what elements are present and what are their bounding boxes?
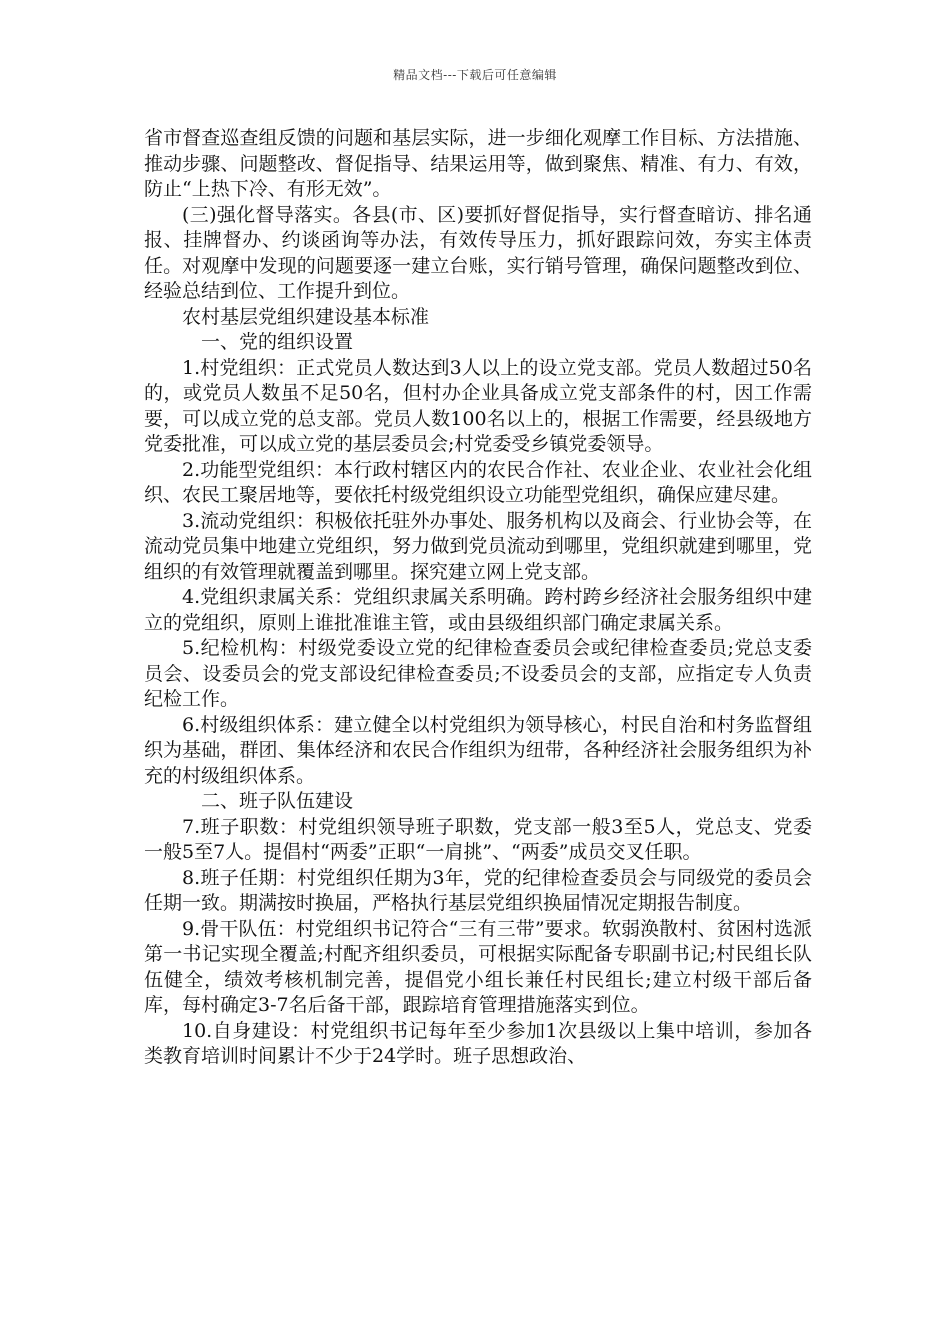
section-heading-organization: 一、党的组织设置 [201,331,354,353]
list-item: 4.党组织隶属关系：党组织隶属关系明确。跨村跨乡经济社会服务组织中建立的党组织，原则上谁批准谁主管，或由县级组织部门确定隶属关系。 [144,586,812,634]
list-item: 8.班子任期：村党组织任期为3年，党的纪律检查委员会与同级党的委员会任期一致。期满按时换届，严格执行基层党组织换届情况定期报告制度。 [144,866,812,914]
list-item: 3.流动党组织：积极依托驻外办事处、服务机构以及商会、行业协会等，在流动党员集中地建立党组织，努力做到党员流动到哪里，党组织就建到哪里，党组织的有效管理就覆盖到哪里。探究建立网上党支部。 [144,509,812,583]
list-item: 2.功能型党组织：本行政村辖区内的农民合作社、农业企业、农业社会化组织、农民工聚居地等，要依托村级党组织设立功能型党组织，确保应建尽建。 [144,458,812,506]
list-item: 9.骨干队伍：村党组织书记符合“三有三带”要求。软弱涣散村、贫困村选派第一书记实现全覆盖;村配齐组织委员，可根据实际配备专职副书记;村民组长队伍健全，绩效考核机制完善，提倡党小组长兼任村民组长;建立村级干部后备库，每村确定3-7名后备干部，跟踪培育管理措施落实到位。 [144,917,812,1016]
list-item: 1.村党组织：正式党员人数达到3人以上的设立党支部。党员人数超过50名的，或党员人数虽不足50名，但村办企业具备成立党支部条件的村，因工作需要，可以成立党的总支部。党员人数100名以上的，根据工作需要，经县级地方党委批准，可以成立党的基层委员会;村党委受乡镇党委领导。 [144,356,812,455]
list-item: 10.自身建设：村党组织书记每年至少参加1次县级以上集中培训，参加各类教育培训时间累计不少于24学时。班子思想政治、 [144,1019,812,1067]
list-item: 6.村级组织体系：建立健全以村党组织为领导核心，村民自治和村务监督组织为基础，群团、集体经济和农民合作组织为纽带，各种经济社会服务组织为补充的村级组织体系。 [144,713,812,787]
page-header: 精品文档---下载后可任意编辑 [393,68,557,82]
document-subtitle: 农村基层党组织建设基本标准 [182,305,430,328]
paragraph-supervision: (三)强化督导落实。各县(市、区)要抓好督促指导，实行督查暗访、排名通报、挂牌督办、约谈函询等办法，有效传导压力，抓好跟踪问效，夯实主体责任。对观摩中发现的问题要逐一建立台账，实行销号管理，确保问题整改到位、经验总结到位、工作提升到位。 [144,203,812,302]
section-heading-team: 二、班子队伍建设 [201,790,354,812]
list-item: 5.纪检机构：村级党委设立党的纪律检查委员会或纪律检查委员;党总支委员会、设委员会的党支部设纪律检查委员;不设委员会的支部，应指定专人负责纪检工作。 [144,637,812,710]
paragraph-continuation: 省市督查巡查组反馈的问题和基层实际，进一步细化观摩工作目标、方法措施、推动步骤、问题整改、督促指导、结果运用等，做到聚焦、精准、有力、有效，防止“上热下冷、有形无效”。 [144,127,812,200]
document-body [144,126,812,1070]
list-item: 7.班子职数：村党组织领导班子职数，党支部一般3至5人，党总支、党委一般5至7人。提倡村“两委”正职“一肩挑”、“两委”成员交叉任职。 [144,815,812,863]
